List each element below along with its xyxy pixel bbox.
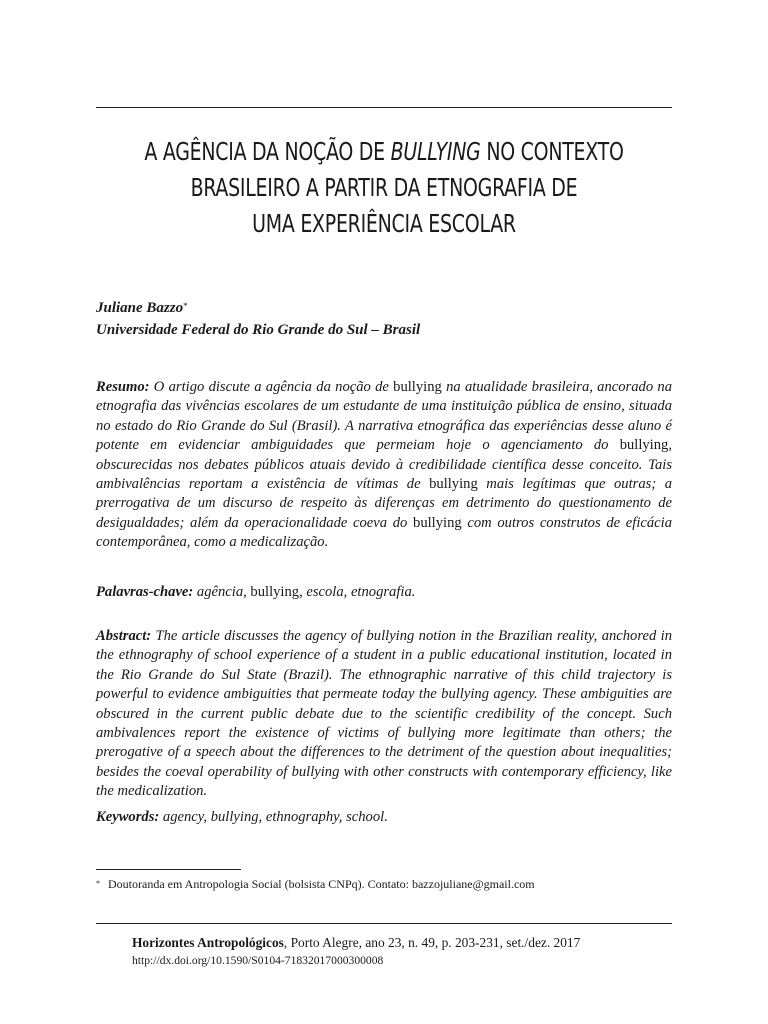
abstract-label: Abstract: <box>96 628 152 644</box>
author-name-text: Juliane Bazzo <box>96 300 184 316</box>
palavras-chave-text: agência, <box>193 584 251 600</box>
bullying-term: bullying <box>619 437 669 454</box>
author-affiliation: Universidade Federal do Rio Grande do Sul – Brasil <box>96 322 421 338</box>
keywords-text: agency, bullying, ethnography, school. <box>159 809 388 825</box>
keywords-label: Keywords: <box>96 809 160 825</box>
resumo-text: mais legítimas que outras; a prerrogativa de um discurso de respeito às diferenças em detrimento do questionamento de desigualdades; além da operacionalidade coeva do <box>96 476 672 531</box>
journal-name: Horizontes Antropológicos <box>132 935 284 950</box>
resumo-text: , obscurecidas nos debates públicos atuais devido à credibilidade científica desse conceito. Tais ambivalências reportam a existência de vítimas de <box>96 437 672 493</box>
author-footnote-marker: * <box>183 301 188 311</box>
palavras-chave-text: , escola, etnografia. <box>299 584 416 600</box>
doi-link[interactable]: http://dx.doi.org/10.1590/S0104-71832017000300008 <box>132 954 384 967</box>
bullying-term: bullying <box>413 514 462 531</box>
bullying-term: bullying <box>393 379 442 395</box>
bullying-term: bullying <box>250 584 300 600</box>
journal-citation <box>132 933 580 952</box>
author-name <box>96 297 188 319</box>
resumo-text: na atualidade brasileira, ancorado na etnografia das vivências escolares de um estudante de uma instituição pública de ensino, situada no estado do Rio Grande do Sul (Brasil). A narrativa etnográfica das experiências desse aluno é potente em evidenciar ambiguidades que permeiam hoje o agenciamento do <box>96 379 672 454</box>
footnote-marker: * <box>96 879 100 888</box>
bottom-rule <box>96 923 672 924</box>
abstract-text: The article discusses the agency of bullying notion in the Brazilian reality, anchored in the ethnography of school experience of a student in a public educational institution, located in the Rio Grande do Sul State (Brazil). The ethnographic narrative of this child trajectory is powerful to evidence ambiguities that permeate today the bullying agency. These ambiguities are obscured in the current public debate due to the scientific credibility of the concept. Such ambivalences report the existence of victims of bullying more legitimate than others; the prerogative of a speech about the differences to the detriment of the question about inequalities; besides the coeval operability of bullying with other constructs with contemporary efficiency, like the medicalization. <box>96 628 672 800</box>
resumo-paragraph <box>96 378 672 553</box>
title-line-3: UMA EXPERIÊNCIA ESCOLAR <box>252 209 516 238</box>
resumo-text: O artigo discute a agência da noção de <box>149 379 394 395</box>
title-emphasis: BULLYING <box>390 137 481 166</box>
title-line-2: BRASILEIRO A PARTIR DA ETNOGRAFIA DE <box>190 173 578 202</box>
resumo-text: com outros construtos de eficácia contemporânea, como a medicalização. <box>96 514 672 551</box>
title-text: A AGÊNCIA DA NOÇÃO DE <box>144 137 391 166</box>
article-title <box>136 134 631 242</box>
top-rule <box>96 107 672 108</box>
resumo-label: Resumo: <box>96 379 150 395</box>
footnote <box>96 875 672 893</box>
bullying-term: bullying <box>429 476 478 493</box>
journal-details: , Porto Alegre, ano 23, n. 49, p. 203-231, set./dez. 2017 <box>283 935 581 950</box>
palavras-chave-label: Palavras-chave: <box>96 584 194 600</box>
palavras-chave-paragraph <box>96 583 672 602</box>
footnote-rule <box>96 869 241 870</box>
abstract-paragraph <box>96 627 672 802</box>
title-line-1 <box>136 134 631 170</box>
title-text: NO CONTEXTO <box>480 137 624 166</box>
keywords-paragraph <box>96 808 672 827</box>
footnote-text: Doutoranda em Antropologia Social (bolsista CNPq). Contato: bazzojuliane@gmail.com <box>108 877 535 891</box>
